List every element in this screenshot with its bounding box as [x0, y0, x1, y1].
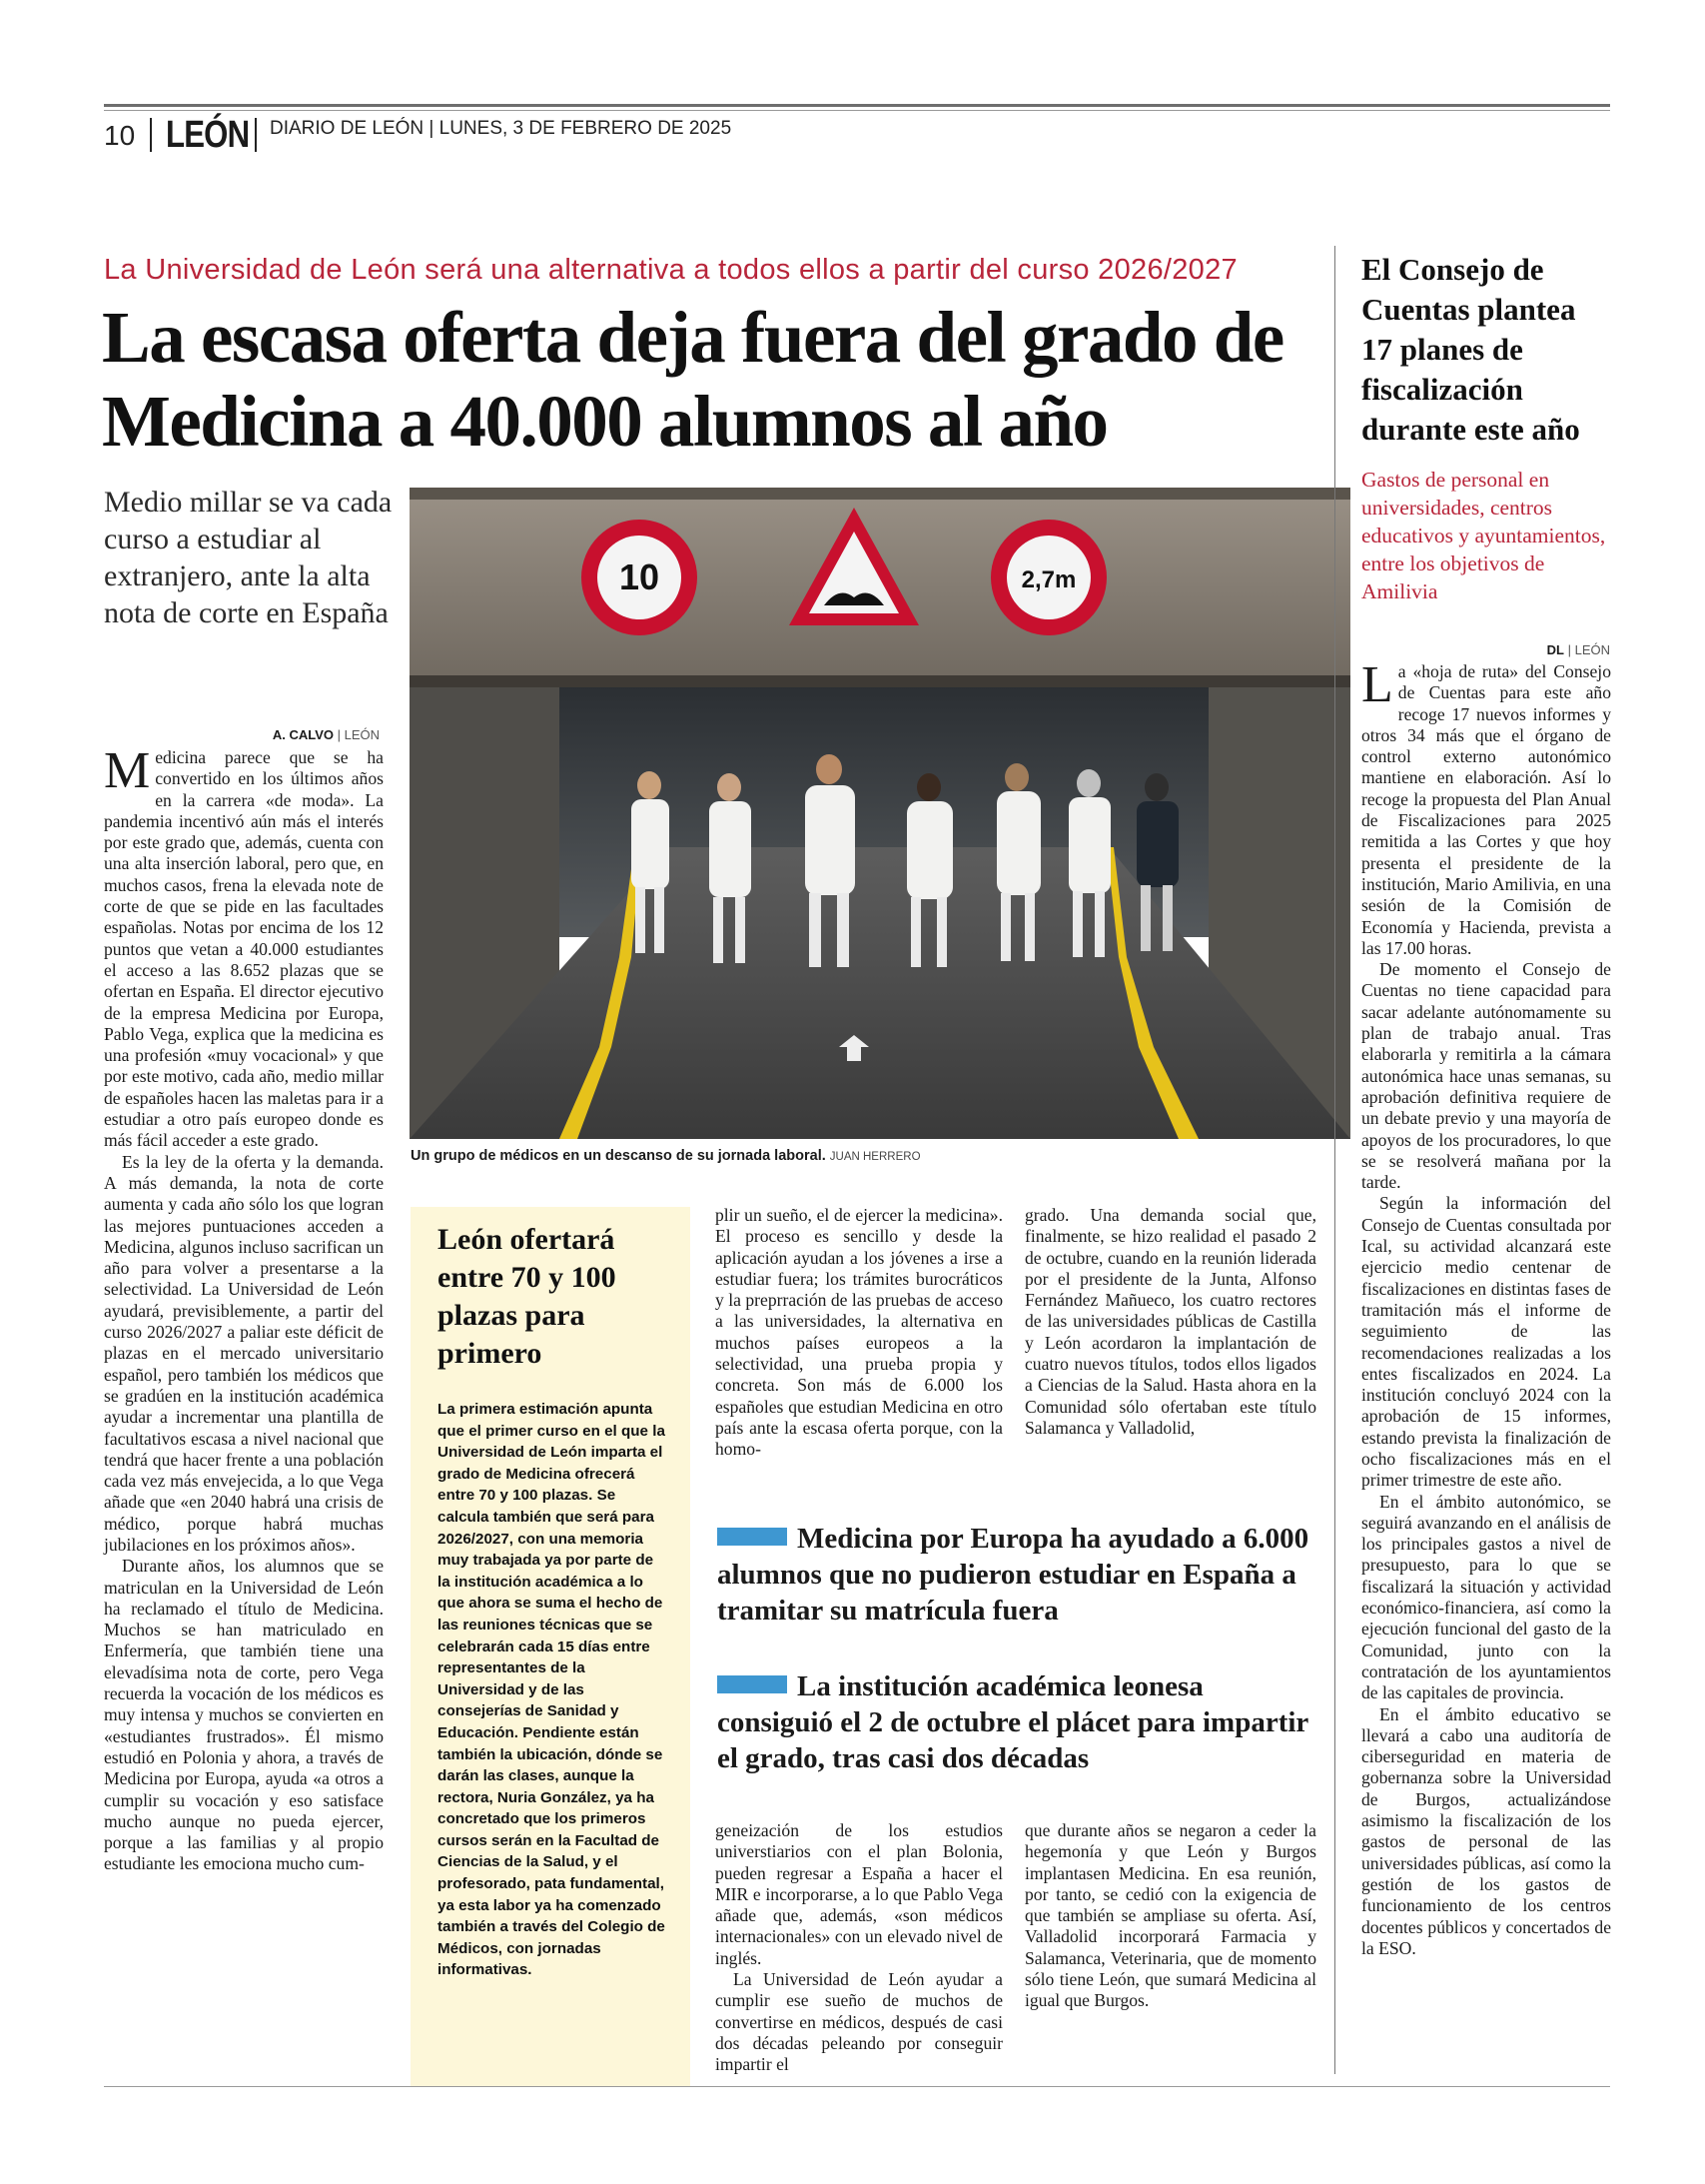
- paragraph: que durante años se negaron a ceder la hegemonía y que León y Burgos implantasen Medicina. En esa reunión, por tanto, se cedió con la exigencia de que también se ampliase su oferta. Así, Valladolid incorporará Farmacia y Salamanca, Veterinaria, que de momento sólo tiene León, que sumará Medicina al igual que Burgos.: [1025, 1820, 1316, 2011]
- article-standfirst: Medio millar se va cada curso a estudiar al extranjero, ante la alta nota de corte en España: [104, 486, 393, 629]
- article-column-3-top: [715, 1205, 1003, 1461]
- side-article-headline: El Consejo de Cuentas plantea 17 planes de fiscalización durante este año: [1361, 252, 1580, 447]
- drop-cap: M: [104, 742, 151, 799]
- masthead-rule-thin: [104, 110, 1610, 111]
- masthead-divider: [150, 118, 152, 152]
- paragraph: En el ámbito autonómico, se seguirá avanzando en el análisis de los principales gastos a nivel de presupuesto, para lo que se fiscalizará la situación y actividad económico-financiera, así como la ejecución funcional del gasto de la Comunidad, junto con la contratación de los ayuntamientos de las capitales de provincia.: [1361, 1491, 1611, 1703]
- byline-author: DL: [1546, 642, 1564, 657]
- sidebar-box-title: León ofertará entre 70 y 100 plazas para primero: [437, 1223, 616, 1370]
- page-number: 10: [104, 120, 136, 151]
- article-column-4-bottom: [1025, 1820, 1316, 2012]
- paragraph: De momento el Consejo de Cuentas no tiene capacidad para sacar adelante autónomamente su plan de trabajo anual. Tras elaborarla y remitirla a la cámara autonómica hace unas semanas, su aprobación definitiva requiere de un debate previo y una mayoría de apoyos de los procuradores, lo que se se resolverá mañana por la tarde.: [1361, 959, 1611, 1193]
- caption-text: Un grupo de médicos en un descanso de su jornada laboral.: [411, 1148, 826, 1164]
- paragraph: Es la ley de la oferta y la demanda. A más demanda, la nota de corte aumenta y cada año sólo los que logran las mejores puntuaciones acceden a Medicina, algunos incluso sacrifican un año para volver a presentarse a la selectividad. La Universidad de León ayudará, previsiblemente, a partir del curso 2026/2027 a paliar este déficit de plazas en el mercado universitario español, pero también los médicos que se gradúen en la institución académica ayudar a incrementar una plantilla de facultativos escasa a nivel nacional que tendrá que hacer frente a una población cada vez más envejecida, a lo que Vega añade que «en 2040 habrá una crisis de médico, porque habrá muchas jubilaciones en los próximos años».: [104, 1151, 384, 1555]
- paragraph: a «hoja de ruta» del Consejo de Cuentas para este año recoge 17 nuevos informes y otros 34 más que el órgano de control externo autonómico mantiene en elaboración. Así lo recoge la propuesta del Plan Anual de Fiscalizaciones para 2025 remitida a las Cortes y que hoy presenta el presidente de la institución, Mario Amilivia, en una sesión de la Comisión de Economía y Hacienda, prevista a las 17.00 horas.: [1361, 661, 1611, 958]
- side-article-body: [1361, 656, 1611, 1959]
- paragraph: La Universidad de León ayudar a cumplir ese sueño de muchos de convertirse en médicos, después de casi dos décadas peleando por conseguir impartir el: [715, 1969, 1003, 2075]
- pull-quote-marker: [717, 1675, 787, 1693]
- paragraph: edicina parece que se ha convertido en los últimos años en la carrera «de moda». La pandemia incentivó aún más el interés por este grado que, además, cuenta con una alta inserción laboral, pero que, en muchos casos, frena la elevada note de corte de que se pide en las facultades españolas. Notas por encima de los 12 puntos que vetan a 40.000 estudiantes el acceso a las 8.652 plazas que se ofertan en España. El director ejecutivo de la empresa Medicina por Europa, Pablo Vega, explica que la medicina es una profesión «muy vocacional» y que por este motivo, cada año, medio millar de españoles hacen las maletas para ir a estudiar a otro país europeo donde es más fácil acceder a este grado.: [104, 747, 384, 1151]
- section-name: LEÓN: [166, 114, 250, 156]
- article-headline: La escasa oferta deja fuera del grado de Medicina a 40.000 alumnos al año: [102, 297, 1283, 462]
- article-column-4-top: [1025, 1205, 1316, 1439]
- side-article-byline: DL | LEÓN: [1546, 642, 1610, 657]
- speed-sign-text: 10: [618, 556, 660, 597]
- photo-caption: [411, 1148, 921, 1164]
- article-kicker: La Universidad de León será una alternativa a todos ellos a partir del curso 2026/2027: [104, 254, 1238, 286]
- byline-location: LEÓN: [1574, 642, 1610, 657]
- article-byline: A. CALVO | LEÓN: [272, 727, 380, 742]
- masthead-rule: [104, 104, 1610, 107]
- pull-quote-marker: [717, 1528, 787, 1546]
- dateline: DIARIO DE LEÓN | LUNES, 3 DE FEBRERO DE 2025: [270, 118, 732, 139]
- byline-location: LEÓN: [344, 727, 380, 742]
- paragraph: En el ámbito educativo se llevará a cabo una auditoría de ciberseguridad en materia de gobernanza sobre la Universidad de Burgos, actualizándose asimismo la fiscalización de los gastos de personal de las universidades públicas, así como la gestión de los gastos de funcionamiento de los centros docentes públicos y concertados de la ESO.: [1361, 1703, 1611, 1958]
- paragraph: grado. Una demanda social que, finalmente, se hizo realidad el pasado 2 de octubre, cuando en la reunión liderada por el presidente de la Junta, Alfonso Fernández Mañueco, los cuatro rectores de las universidades públicas de Castilla y León acordaron la implantación de cuatro nuevos títulos, todos ellos ligados a Ciencias de la Salud. Hasta ahora en la Comunidad sólo ofertaban este título Salamanca y Valladolid,: [1025, 1205, 1316, 1438]
- sidebar-box-text: La primera estimación apunta que el primer curso en el que la Universidad de León imparta el grado de Medicina ofrecerá entre 70 y 100 plazas. Se calcula también que será para 2026/2027, con una memoria muy trabajada ya por parte de la institución académica a lo que ahora se suma el hecho de las reuniones técnicas que se celebrarán cada 15 días entre representantes de la Universidad y de las consejerías de Sanidad y Educación. Pendiente están también la ubicación, dónde se darán las clases, aunque la rectora, Nuria González, ya ha concretado que los primeros cursos serán en la Facultad de Ciencias de la Salud, y el profesorado, pata fundamental, ya esta labor ya ha comenzado también a través del Colegio de Médicos, con jornadas informativas.: [437, 1401, 665, 1979]
- byline-author: A. CALVO: [272, 727, 334, 742]
- article-photo: [410, 488, 1350, 1139]
- article-column-3-bottom: [715, 1820, 1003, 2076]
- paragraph: geneización de los estudios universtiarios con el plan Bolonia, pueden regresar a España a hacer el MIR e incorporarse, a lo que Pablo Vega añade que, además, «son médicos internacionales» con un elevado nivel de inglés.: [715, 1820, 1003, 1968]
- photo-illustration: [410, 488, 1350, 1139]
- footer-rule: [104, 2086, 1610, 2087]
- paragraph: Según la información del Consejo de Cuentas consultada por Ical, su actividad alcanzará este ejercicio medio centenar de fiscalizaciones en distintas fases de tramitación más el informe de seguimiento de las recomendaciones realizadas a los entes fiscalizados en 2024. La institución concluyó 2024 con la aprobación de 15 informes, estando prevista la finalización de ocho fiscalizaciones más en el primer trimestre de este año.: [1361, 1193, 1611, 1491]
- masthead-divider: [255, 118, 257, 152]
- pull-quote: [717, 1521, 1316, 1629]
- paragraph: Durante años, los alumnos que se matriculan en la Universidad de León ha reclamado el título de Medicina. Muchos se han matriculado en Enfermería, que también tiene una elevadísima nota de corte, pero Vega recuerda la vocación de los médicos es muy intensa y muchos se convierten en «estudiantes frustrados». Él mismo estudió en Polonia y ahora, a través de Medicina por Europa, ayuda «a otros a cumplir su vocación y eso satisface mucho aunque no pueda ejercer, porque a las familias y al propio estudiante les emociona mucho cum-: [104, 1556, 384, 1874]
- drop-cap: L: [1361, 656, 1393, 713]
- paragraph: plir un sueño, el de ejercer la medicina». El proceso es sencillo y desde la aplicación ayudan a los jóvenes a irse a estudiar fuera; los trámites burocráticos y la preprración de las pruebas de acceso a las universidades, la alternativa en muchos países europeos a la selectividad, una prueba propia y concreta. Son más de 6.000 los españoles que estudian Medicina en otro país ante la escasa oferta porque, con la homo-: [715, 1205, 1003, 1460]
- column-separator: [1334, 246, 1335, 2074]
- pull-quote-text: La institución académica leonesa consiguió el 2 de octubre el plácet para impartir el grado, tras casi dos décadas: [717, 1670, 1308, 1774]
- pull-quote: [717, 1668, 1316, 1776]
- photo-credit: JUAN HERRERO: [829, 1151, 921, 1163]
- pull-quote-text: Medicina por Europa ha ayudado a 6.000 alumnos que no pudieron estudiar en España a tramitar su matrícula fuera: [717, 1523, 1309, 1627]
- speed-sign: [581, 520, 697, 635]
- height-sign: [991, 520, 1107, 635]
- height-sign-text: 2,7m: [1021, 566, 1077, 593]
- article-column-1: [104, 742, 384, 1875]
- side-article-deck: Gastos de personal en universidades, centros educativos y ayuntamientos, entre los objetivos de Amilivia: [1361, 468, 1606, 603]
